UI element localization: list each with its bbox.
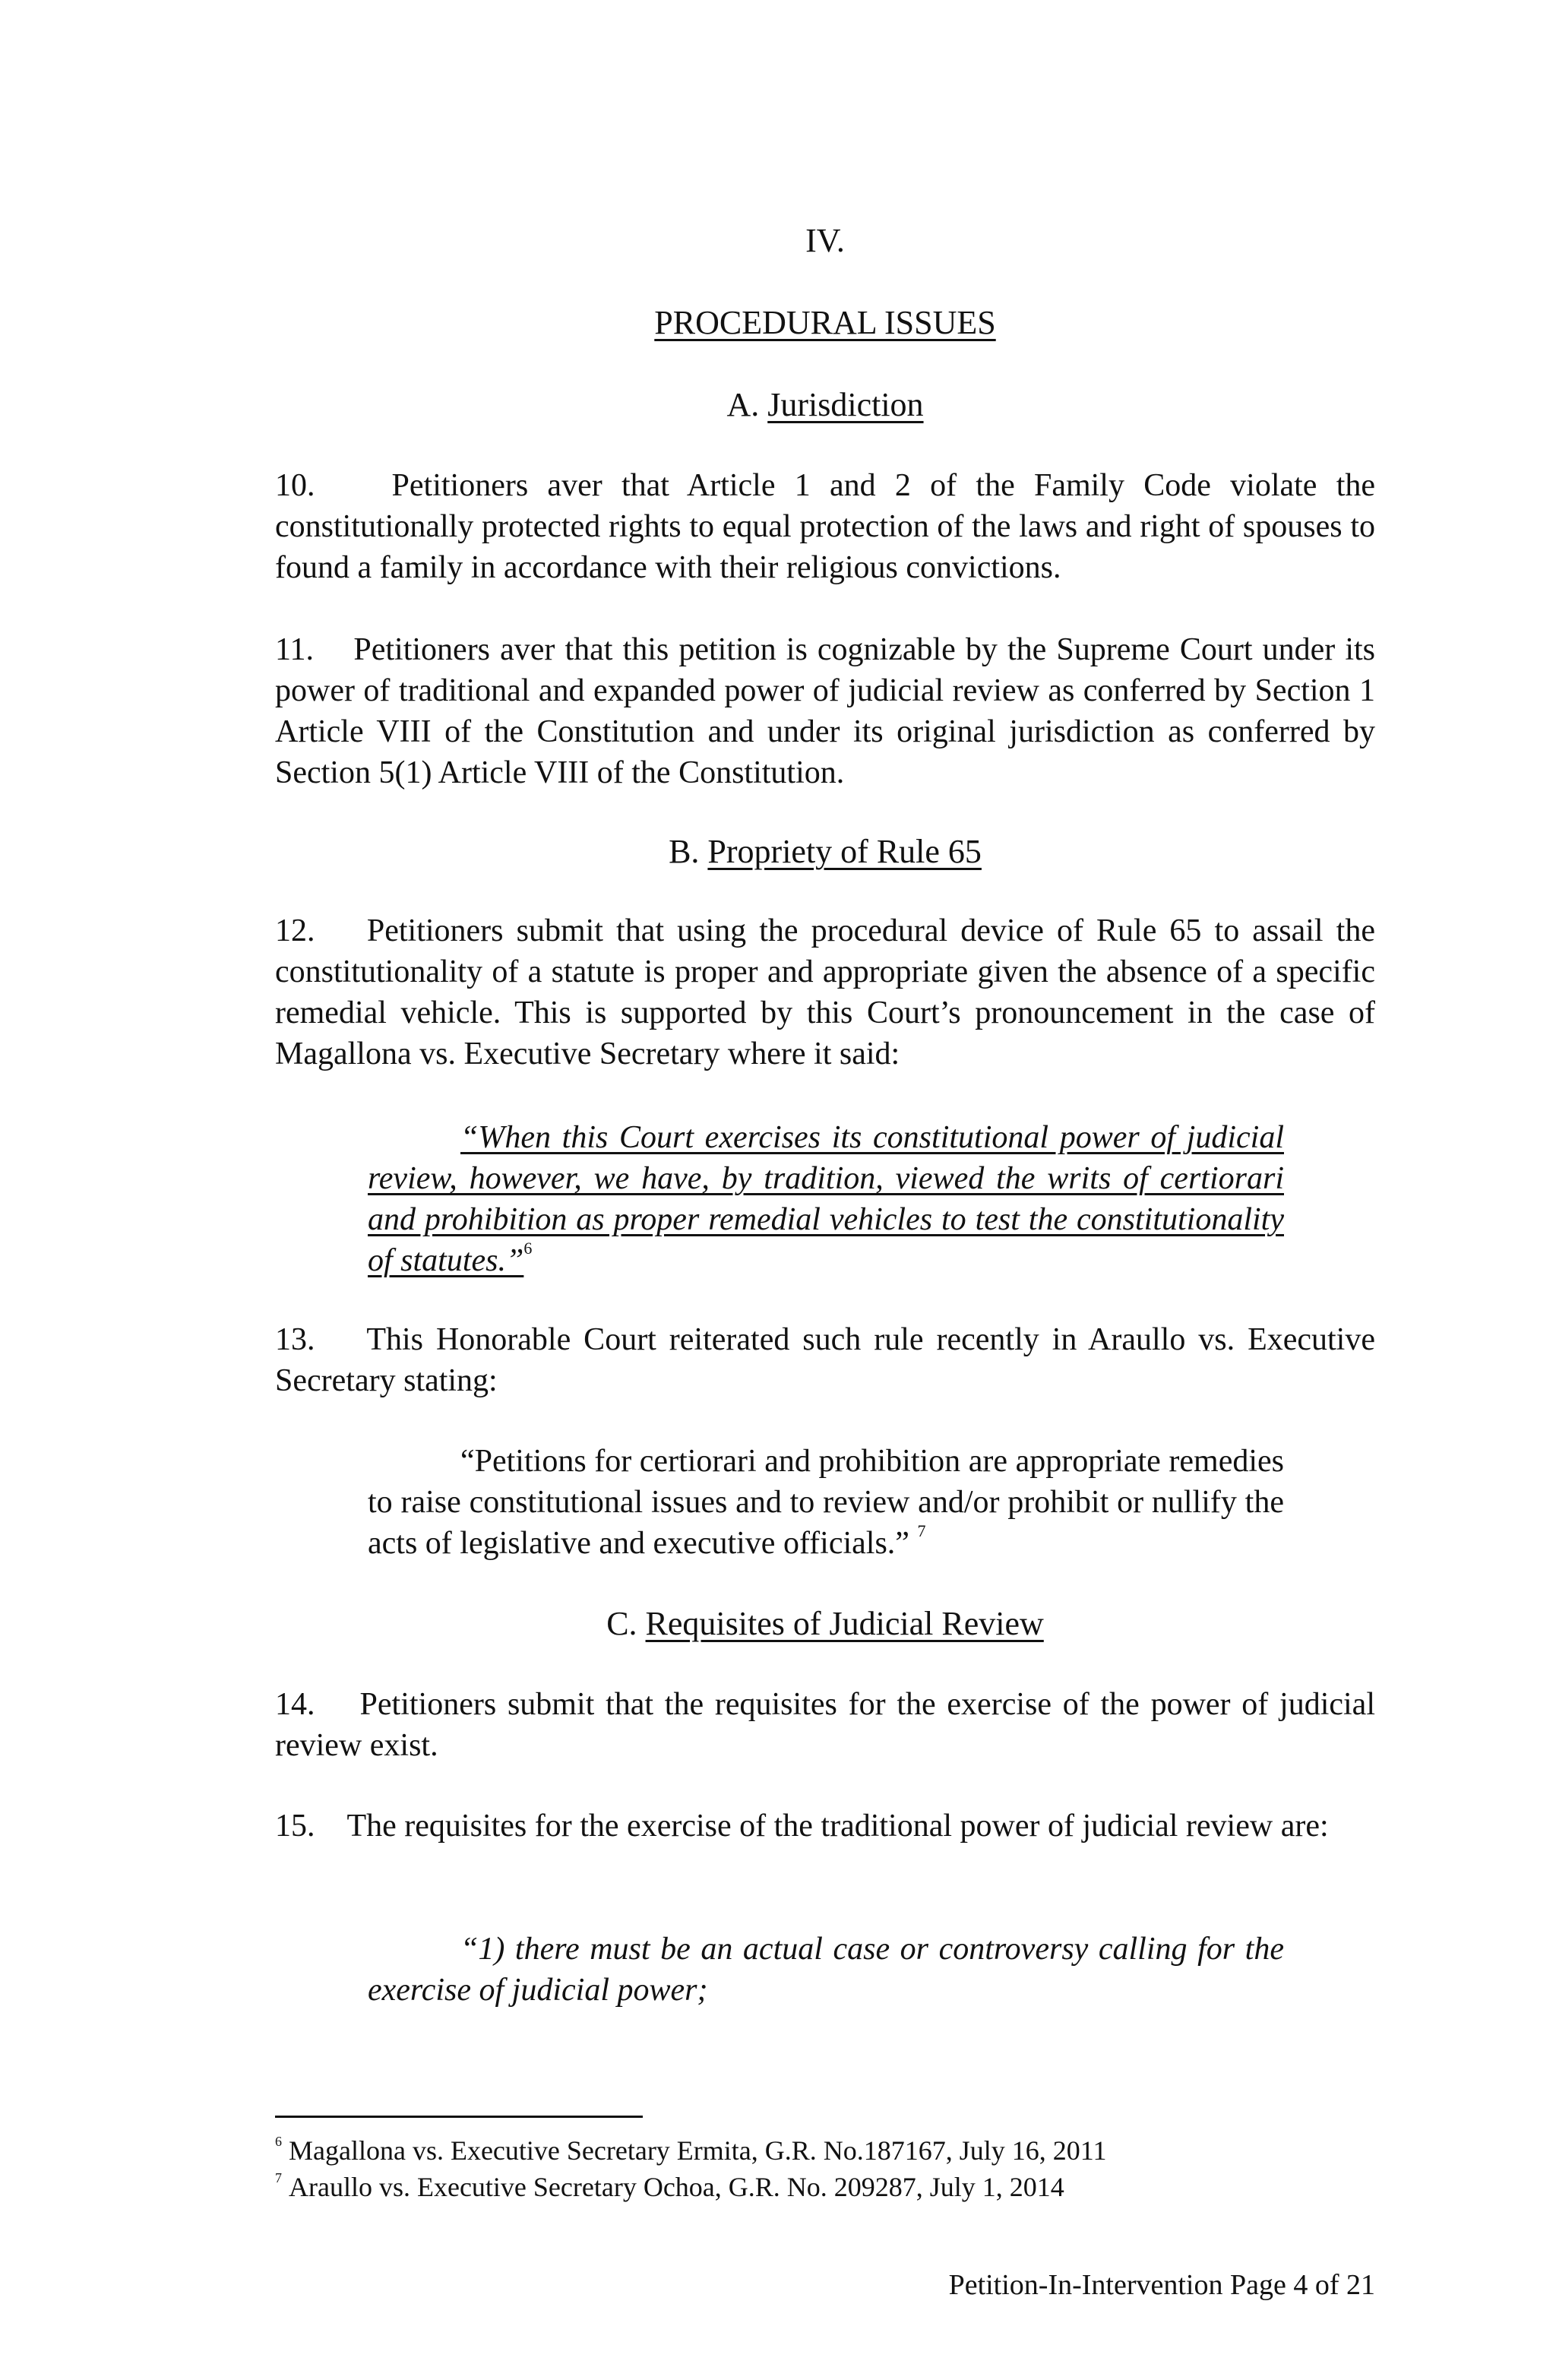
- subheading-c-prefix: C.: [606, 1605, 646, 1642]
- subheading-a-title: Jurisdiction: [767, 386, 924, 423]
- subheading-b-prefix: B.: [669, 833, 708, 870]
- quote-magallona-text: “When this Court exercises its constitutional power of judicial review, however, we have, by tradition, viewed the writs of certiorari and prohibition as proper remedial vehicles to test the constitutionality of statutes.”: [368, 1120, 1284, 1278]
- paragraph-14-number: 14.: [275, 1687, 315, 1722]
- paragraph-13-text: This Honorable Court reiterated such rule recently in Araullo vs. Executive Secretary stating:: [275, 1322, 1375, 1398]
- quote-araullo-text: “Petitions for certiorari and prohibition are appropriate remedies to raise constitutional issues and to review and/or prohibit or nullify the acts of legislative and executive officials.”: [368, 1444, 1284, 1561]
- paragraph-12: [275, 910, 1375, 1074]
- footnote-separator: [275, 2116, 643, 2118]
- paragraph-15: [275, 1806, 1375, 1847]
- block-quote-magallona: [368, 1117, 1284, 1281]
- footnote-6-marker: 6: [275, 2134, 282, 2149]
- paragraph-12-text: Petitioners submit that using the procedural device of Rule 65 to assail the constitutionality of a statute is proper and appropriate given the absence of a specific remedial vehicle. This is supported by this Court’s pronouncement in the case of Magallona vs. Executive Secretary where it said:: [275, 913, 1375, 1071]
- paragraph-11: [275, 629, 1375, 793]
- footnote-ref-7: 7: [917, 1521, 926, 1540]
- page-footer: Petition-In-Intervention Page 4 of 21: [948, 2269, 1375, 2301]
- quote-requisites-text: “1) there must be an actual case or controversy calling for the exercise of judicial power;: [368, 1932, 1284, 2008]
- paragraph-10-number: 10.: [275, 468, 315, 503]
- footnote-6-text: Magallona vs. Executive Secretary Ermita, G.R. No.187167, July 16, 2011: [289, 2135, 1107, 2166]
- paragraph-11-text: Petitioners aver that this petition is cognizable by the Supreme Court under its power of traditional and expanded power of judicial review as conferred by Section 1 Article VIII of the Constitution and under its original jurisdiction as conferred by Section 5(1) Article VIII of the Constitution.: [275, 632, 1376, 790]
- paragraph-13-number: 13.: [275, 1322, 315, 1357]
- subheading-b-title: Propriety of Rule 65: [707, 833, 982, 870]
- section-title: [275, 302, 1375, 343]
- footnote-7: [275, 2170, 1375, 2204]
- paragraph-14-text: Petitioners submit that the requisites for the exercise of the power of judicial review exist.: [275, 1687, 1375, 1763]
- block-quote-araullo: [368, 1441, 1284, 1564]
- paragraph-14: [275, 1684, 1375, 1766]
- section-number: IV.: [805, 222, 845, 259]
- paragraph-10: [275, 465, 1375, 588]
- subheading-b: [275, 831, 1375, 872]
- paragraph-13: [275, 1319, 1375, 1401]
- paragraph-11-number: 11.: [275, 632, 314, 667]
- paragraph-15-number: 15.: [275, 1809, 315, 1844]
- block-quote-requisites: [368, 1929, 1284, 2011]
- footnote-ref-6: 6: [523, 1239, 533, 1258]
- paragraph-10-text: Petitioners aver that Article 1 and 2 of the Family Code violate the constitutionally protected rights to equal protection of the laws and right of spouses to found a family in accordance with their religious convictions.: [275, 468, 1376, 585]
- subheading-a-prefix: A.: [726, 386, 768, 423]
- subheading-a: [275, 385, 1375, 426]
- paragraph-15-text: The requisites for the exercise of the traditional power of judicial review are:: [346, 1809, 1329, 1844]
- subheading-c-title: Requisites of Judicial Review: [645, 1605, 1044, 1642]
- footnote-7-marker: 7: [275, 2170, 282, 2185]
- paragraph-12-number: 12.: [275, 913, 315, 948]
- footnote-7-text: Araullo vs. Executive Secretary Ochoa, G.R. No. 209287, July 1, 2014: [289, 2172, 1064, 2202]
- footnote-6: [275, 2134, 1375, 2167]
- subheading-c: [275, 1603, 1375, 1644]
- section-title-text: PROCEDURAL ISSUES: [654, 304, 996, 341]
